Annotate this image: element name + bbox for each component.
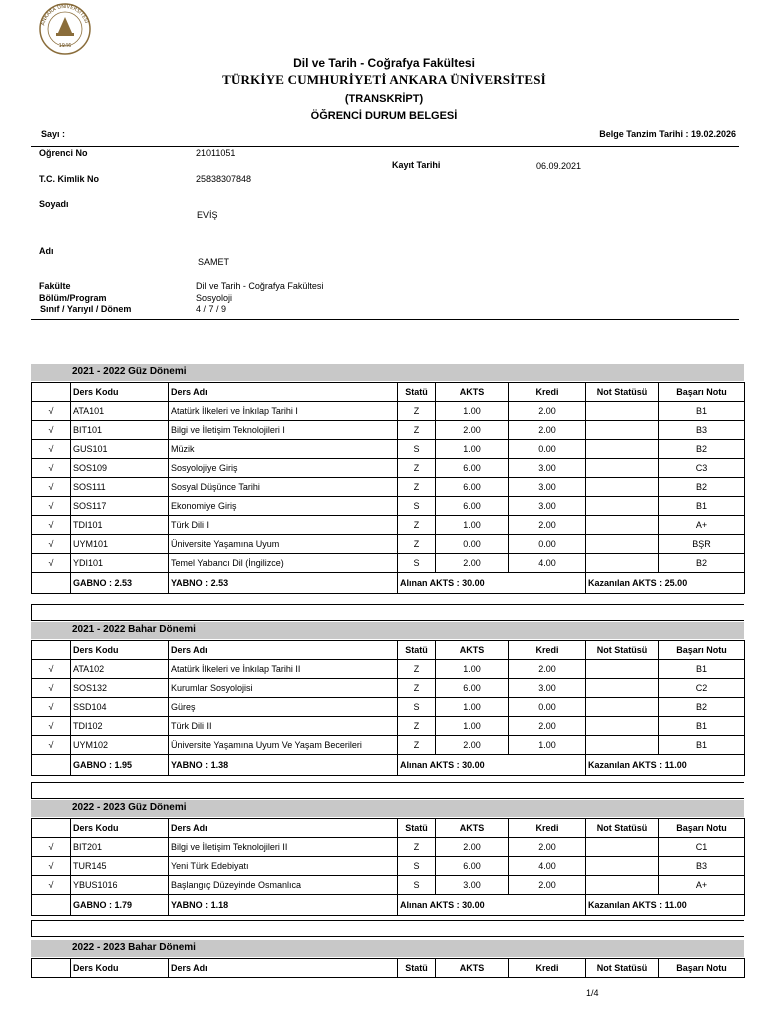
- faculty-label: Fakülte: [39, 281, 71, 291]
- gabno: GABNO : 1.79: [71, 895, 169, 916]
- status: Z: [398, 478, 436, 497]
- grade-status: [586, 535, 659, 554]
- grade: A+: [659, 516, 745, 535]
- credit: 2.00: [509, 660, 586, 679]
- status: Z: [398, 535, 436, 554]
- grade: C2: [659, 679, 745, 698]
- course-code: GUS101: [71, 440, 169, 459]
- grade: B1: [659, 660, 745, 679]
- header-blank: [32, 383, 71, 402]
- semester-header: [31, 364, 744, 381]
- grade-status: [586, 459, 659, 478]
- column-header: Statü: [398, 959, 436, 978]
- semester-totals-row: [32, 755, 745, 776]
- university-seal-logo: [36, 3, 94, 55]
- course-code: SSD104: [71, 698, 169, 717]
- tc-id-value: 25838307848: [196, 174, 252, 184]
- gabno: GABNO : 1.95: [71, 755, 169, 776]
- passed-check-icon: √: [32, 838, 71, 857]
- course-code: TDI102: [71, 717, 169, 736]
- grade: A+: [659, 876, 745, 895]
- credit: 2.00: [509, 876, 586, 895]
- semester-header: [31, 622, 744, 639]
- grade: BŞR: [659, 535, 745, 554]
- akts: 1.00: [436, 717, 509, 736]
- column-header: AKTS: [436, 641, 509, 660]
- credit: 2.00: [509, 717, 586, 736]
- header-blank: [32, 959, 71, 978]
- faculty-value: Dil ve Tarih - Coğrafya Fakültesi: [196, 281, 324, 291]
- grade: B2: [659, 440, 745, 459]
- header-blank: [32, 641, 71, 660]
- passed-check-icon: √: [32, 402, 71, 421]
- course-name: Türk Dili I: [169, 516, 398, 535]
- semester-spacer: [31, 920, 744, 937]
- column-header: Statü: [398, 641, 436, 660]
- grade-status: [586, 876, 659, 895]
- credit: 3.00: [509, 478, 586, 497]
- column-header: AKTS: [436, 819, 509, 838]
- status: Z: [398, 679, 436, 698]
- university-title: TÜRKİYE CUMHURİYETİ ANKARA ÜNİVERSİTESİ: [222, 72, 546, 87]
- course-name: Bilgi ve İletişim Teknolojileri I: [169, 421, 398, 440]
- passed-check-icon: √: [32, 478, 71, 497]
- grade-status: [586, 440, 659, 459]
- akts: 6.00: [436, 497, 509, 516]
- table-row: [32, 736, 745, 755]
- semester-header: [31, 800, 744, 817]
- grade: B2: [659, 478, 745, 497]
- grade: B3: [659, 857, 745, 876]
- sayi-label: Sayı :: [41, 129, 66, 139]
- passed-check-icon: √: [32, 660, 71, 679]
- table-row: [32, 516, 745, 535]
- column-header: Ders Adı: [169, 383, 398, 402]
- akts: 6.00: [436, 478, 509, 497]
- received-akts: Alınan AKTS : 30.00: [398, 573, 586, 594]
- semester-totals-row: [32, 573, 745, 594]
- table-row: [32, 440, 745, 459]
- akts: 1.00: [436, 660, 509, 679]
- credit: 3.00: [509, 497, 586, 516]
- credit: 0.00: [509, 535, 586, 554]
- totals-blank: [32, 573, 71, 594]
- column-header: Başarı Notu: [659, 959, 745, 978]
- column-header: Ders Adı: [169, 641, 398, 660]
- status: Z: [398, 660, 436, 679]
- column-header: AKTS: [436, 959, 509, 978]
- yabno: YABNO : 1.18: [169, 895, 398, 916]
- grade: B2: [659, 554, 745, 573]
- course-name: Yeni Türk Edebiyatı: [169, 857, 398, 876]
- received-akts: Alınan AKTS : 30.00: [398, 755, 586, 776]
- status: S: [398, 857, 436, 876]
- grade: C1: [659, 838, 745, 857]
- passed-check-icon: √: [32, 440, 71, 459]
- table-row: [32, 459, 745, 478]
- course-name: Ekonomiye Giriş: [169, 497, 398, 516]
- course-code: YDI101: [71, 554, 169, 573]
- top-rule: [31, 146, 739, 147]
- table-header-row: [32, 819, 745, 838]
- registration-date-label: Kayıt Tarihi: [392, 160, 441, 170]
- passed-check-icon: √: [32, 736, 71, 755]
- column-header: Not Statüsü: [586, 819, 659, 838]
- course-name: Üniversite Yaşamına Uyum: [169, 535, 398, 554]
- earned-akts: Kazanılan AKTS : 11.00: [586, 895, 745, 916]
- tc-id-label: T.C. Kimlik No: [39, 174, 100, 184]
- status: Z: [398, 459, 436, 478]
- bottom-rule: [31, 319, 739, 320]
- faculty-title: Dil ve Tarih - Coğrafya Fakültesi: [293, 56, 475, 70]
- semester-title: 2021 - 2022 Güz Dönemi: [72, 366, 187, 377]
- passed-check-icon: √: [32, 679, 71, 698]
- course-table: [31, 958, 745, 978]
- table-row: [32, 421, 745, 440]
- course-table: [31, 818, 745, 916]
- gabno: GABNO : 2.53: [71, 573, 169, 594]
- column-header: Ders Kodu: [71, 641, 169, 660]
- seal-text: ANKARA ÜNİVERSİTESİ: [40, 3, 90, 27]
- passed-check-icon: √: [32, 516, 71, 535]
- credit: 2.00: [509, 402, 586, 421]
- table-row: [32, 554, 745, 573]
- course-name: Kurumlar Sosyolojisi: [169, 679, 398, 698]
- seal-year: 1946: [58, 43, 72, 49]
- credit: 4.00: [509, 554, 586, 573]
- document-title: ÖĞRENCİ DURUM BELGESİ: [310, 110, 458, 122]
- status: S: [398, 554, 436, 573]
- course-name: Sosyal Düşünce Tarihi: [169, 478, 398, 497]
- akts: 6.00: [436, 459, 509, 478]
- akts: 1.00: [436, 402, 509, 421]
- column-header: Kredi: [509, 959, 586, 978]
- earned-akts: Kazanılan AKTS : 25.00: [586, 573, 745, 594]
- grade-status: [586, 838, 659, 857]
- credit: 2.00: [509, 516, 586, 535]
- column-header: Ders Kodu: [71, 383, 169, 402]
- passed-check-icon: √: [32, 535, 71, 554]
- course-code: TDI101: [71, 516, 169, 535]
- akts: 2.00: [436, 421, 509, 440]
- credit: 3.00: [509, 459, 586, 478]
- student-no-value: 21011051: [196, 148, 236, 158]
- grade-status: [586, 516, 659, 535]
- course-code: ATA101: [71, 402, 169, 421]
- column-header: Ders Kodu: [71, 959, 169, 978]
- course-code: SOS109: [71, 459, 169, 478]
- surname-value: EVİŞ: [197, 210, 218, 220]
- student-no-label: Oğrenci No: [39, 148, 88, 158]
- totals-blank: [32, 895, 71, 916]
- column-header: Ders Kodu: [71, 819, 169, 838]
- grade: B1: [659, 717, 745, 736]
- status: Z: [398, 717, 436, 736]
- semester-spacer: [31, 604, 744, 621]
- column-header: Başarı Notu: [659, 383, 745, 402]
- akts: 2.00: [436, 554, 509, 573]
- course-code: SOS117: [71, 497, 169, 516]
- table-row: [32, 679, 745, 698]
- course-name: Bilgi ve İletişim Teknolojileri II: [169, 838, 398, 857]
- table-row: [32, 698, 745, 717]
- passed-check-icon: √: [32, 698, 71, 717]
- name-label: Adı: [39, 246, 54, 256]
- status: S: [398, 876, 436, 895]
- status: Z: [398, 838, 436, 857]
- column-header: Kredi: [509, 819, 586, 838]
- table-row: [32, 535, 745, 554]
- program-label: Bölüm/Program: [39, 293, 107, 303]
- status: Z: [398, 402, 436, 421]
- table-header-row: [32, 959, 745, 978]
- semester-header: [31, 940, 744, 957]
- grade: B3: [659, 421, 745, 440]
- akts: 1.00: [436, 698, 509, 717]
- column-header: Kredi: [509, 641, 586, 660]
- grade: B2: [659, 698, 745, 717]
- grade-status: [586, 554, 659, 573]
- header-blank: [32, 819, 71, 838]
- course-code: YBUS1016: [71, 876, 169, 895]
- passed-check-icon: √: [32, 876, 71, 895]
- column-header: Kredi: [509, 383, 586, 402]
- passed-check-icon: √: [32, 857, 71, 876]
- semester-title: 2021 - 2022 Bahar Dönemi: [72, 624, 196, 635]
- grade-status: [586, 660, 659, 679]
- semester-title: 2022 - 2023 Güz Dönemi: [72, 802, 187, 813]
- status: S: [398, 440, 436, 459]
- column-header: AKTS: [436, 383, 509, 402]
- akts: 1.00: [436, 440, 509, 459]
- credit: 2.00: [509, 838, 586, 857]
- akts: 0.00: [436, 535, 509, 554]
- totals-blank: [32, 755, 71, 776]
- yabno: YABNO : 2.53: [169, 573, 398, 594]
- document-date: Belge Tanzim Tarihi : 19.02.2026: [599, 129, 736, 139]
- grade-status: [586, 736, 659, 755]
- column-header: Başarı Notu: [659, 819, 745, 838]
- course-code: TUR145: [71, 857, 169, 876]
- credit: 1.00: [509, 736, 586, 755]
- course-name: Güreş: [169, 698, 398, 717]
- akts: 2.00: [436, 838, 509, 857]
- table-header-row: [32, 383, 745, 402]
- grade-status: [586, 402, 659, 421]
- yabno: YABNO : 1.38: [169, 755, 398, 776]
- course-name: Temel Yabancı Dil (İngilizce): [169, 554, 398, 573]
- column-header: Not Statüsü: [586, 383, 659, 402]
- table-row: [32, 717, 745, 736]
- table-row: [32, 660, 745, 679]
- semester-spacer: [31, 782, 744, 799]
- status: S: [398, 497, 436, 516]
- status: Z: [398, 421, 436, 440]
- grade: B1: [659, 497, 745, 516]
- course-code: BIT101: [71, 421, 169, 440]
- akts: 3.00: [436, 876, 509, 895]
- akts: 2.00: [436, 736, 509, 755]
- program-value: Sosyoloji: [196, 293, 233, 303]
- page-number: 1/4: [586, 988, 599, 998]
- received-akts: Alınan AKTS : 30.00: [398, 895, 586, 916]
- column-header: Statü: [398, 383, 436, 402]
- passed-check-icon: √: [32, 717, 71, 736]
- grade-status: [586, 421, 659, 440]
- grade-status: [586, 679, 659, 698]
- status: Z: [398, 736, 436, 755]
- course-code: UYM101: [71, 535, 169, 554]
- course-name: Sosyolojiye Giriş: [169, 459, 398, 478]
- status: Z: [398, 516, 436, 535]
- column-header: Not Statüsü: [586, 959, 659, 978]
- semester-title: 2022 - 2023 Bahar Dönemi: [72, 942, 196, 953]
- credit: 0.00: [509, 698, 586, 717]
- akts: 1.00: [436, 516, 509, 535]
- passed-check-icon: √: [32, 497, 71, 516]
- grade-status: [586, 717, 659, 736]
- credit: 2.00: [509, 421, 586, 440]
- course-name: Türk Dili II: [169, 717, 398, 736]
- table-row: [32, 402, 745, 421]
- grade: B1: [659, 402, 745, 421]
- class-term-label: Sınıf / Yarıyıl / Dönem: [40, 304, 132, 314]
- table-row: [32, 857, 745, 876]
- course-code: SOS111: [71, 478, 169, 497]
- column-header: Not Statüsü: [586, 641, 659, 660]
- status: S: [398, 698, 436, 717]
- grade: B1: [659, 736, 745, 755]
- column-header: Ders Adı: [169, 959, 398, 978]
- column-header: Başarı Notu: [659, 641, 745, 660]
- credit: 3.00: [509, 679, 586, 698]
- column-header: Statü: [398, 819, 436, 838]
- grade-status: [586, 698, 659, 717]
- course-name: Müzik: [169, 440, 398, 459]
- registration-date-value: 06.09.2021: [536, 161, 582, 171]
- course-table: [31, 382, 745, 594]
- course-table: [31, 640, 745, 776]
- course-name: Üniversite Yaşamına Uyum Ve Yaşam Becerileri: [169, 736, 398, 755]
- surname-label: Soyadı: [39, 199, 69, 209]
- table-row: [32, 497, 745, 516]
- table-row: [32, 876, 745, 895]
- course-code: UYM102: [71, 736, 169, 755]
- grade-status: [586, 497, 659, 516]
- akts: 6.00: [436, 857, 509, 876]
- grade-status: [586, 857, 659, 876]
- course-name: Atatürk İlkeleri ve İnkılap Tarihi II: [169, 660, 398, 679]
- credit: 0.00: [509, 440, 586, 459]
- semester-totals-row: [32, 895, 745, 916]
- passed-check-icon: √: [32, 554, 71, 573]
- grade-status: [586, 478, 659, 497]
- credit: 4.00: [509, 857, 586, 876]
- transcript-title: (TRANSKRİPT): [344, 93, 424, 105]
- class-term-value: 4 / 7 / 9: [196, 304, 227, 314]
- grade: C3: [659, 459, 745, 478]
- course-code: SOS132: [71, 679, 169, 698]
- column-header: Ders Adı: [169, 819, 398, 838]
- table-row: [32, 478, 745, 497]
- course-name: Başlangıç Düzeyinde Osmanlıca: [169, 876, 398, 895]
- course-code: BIT201: [71, 838, 169, 857]
- table-row: [32, 838, 745, 857]
- course-name: Atatürk İlkeleri ve İnkılap Tarihi I: [169, 402, 398, 421]
- earned-akts: Kazanılan AKTS : 11.00: [586, 755, 745, 776]
- course-code: ATA102: [71, 660, 169, 679]
- table-header-row: [32, 641, 745, 660]
- akts: 6.00: [436, 679, 509, 698]
- name-value: SAMET: [198, 257, 230, 267]
- passed-check-icon: √: [32, 459, 71, 478]
- passed-check-icon: √: [32, 421, 71, 440]
